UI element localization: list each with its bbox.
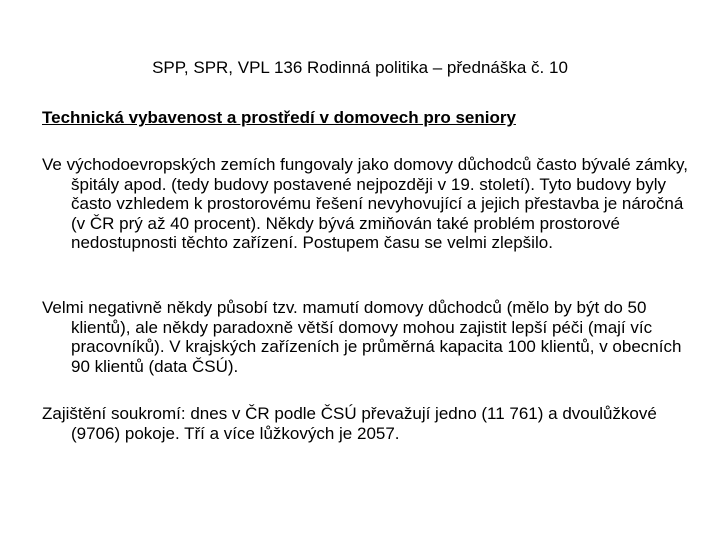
- paragraph-privacy: Zajištění soukromí: dnes v ČR podle ČSÚ převažují jedno (11 761) a dvoulůžkové (9706) pokoje. Tří a více lůžkových je 2057.: [42, 404, 657, 443]
- slide-subtitle: Technická vybavenost a prostředí v domovech pro seniory: [42, 108, 516, 127]
- paragraph-historic-buildings: Ve východoevropských zemích fungovaly jako domovy důchodců často bývalé zámky, špitály apod. (tedy budovy postavené nejpozději v 19. století). Tyto budovy byly často vzhledem k prostorovému řešení nevyhovující a jejich přestavba je náročná (v ČR prý až 40 procent). Někdy bývá zmiňován také problém prostorové nedostupnosti těchto zařízení. Postupem času se velmi zlepšilo.: [42, 155, 689, 252]
- paragraph-mammoth-homes: Velmi negativně někdy působí tzv. mamutí domovy důchodců (mělo by být do 50 klientů), ale někdy paradoxně větší domovy mohou zajistit lepší péči (mají víc pracovníků). V krajských zařízeních je průměrná kapacita 100 klientů, v obecních 90 klientů (data ČSÚ).: [42, 298, 682, 376]
- slide-title: SPP, SPR, VPL 136 Rodinná politika – přednáška č. 10: [152, 58, 568, 77]
